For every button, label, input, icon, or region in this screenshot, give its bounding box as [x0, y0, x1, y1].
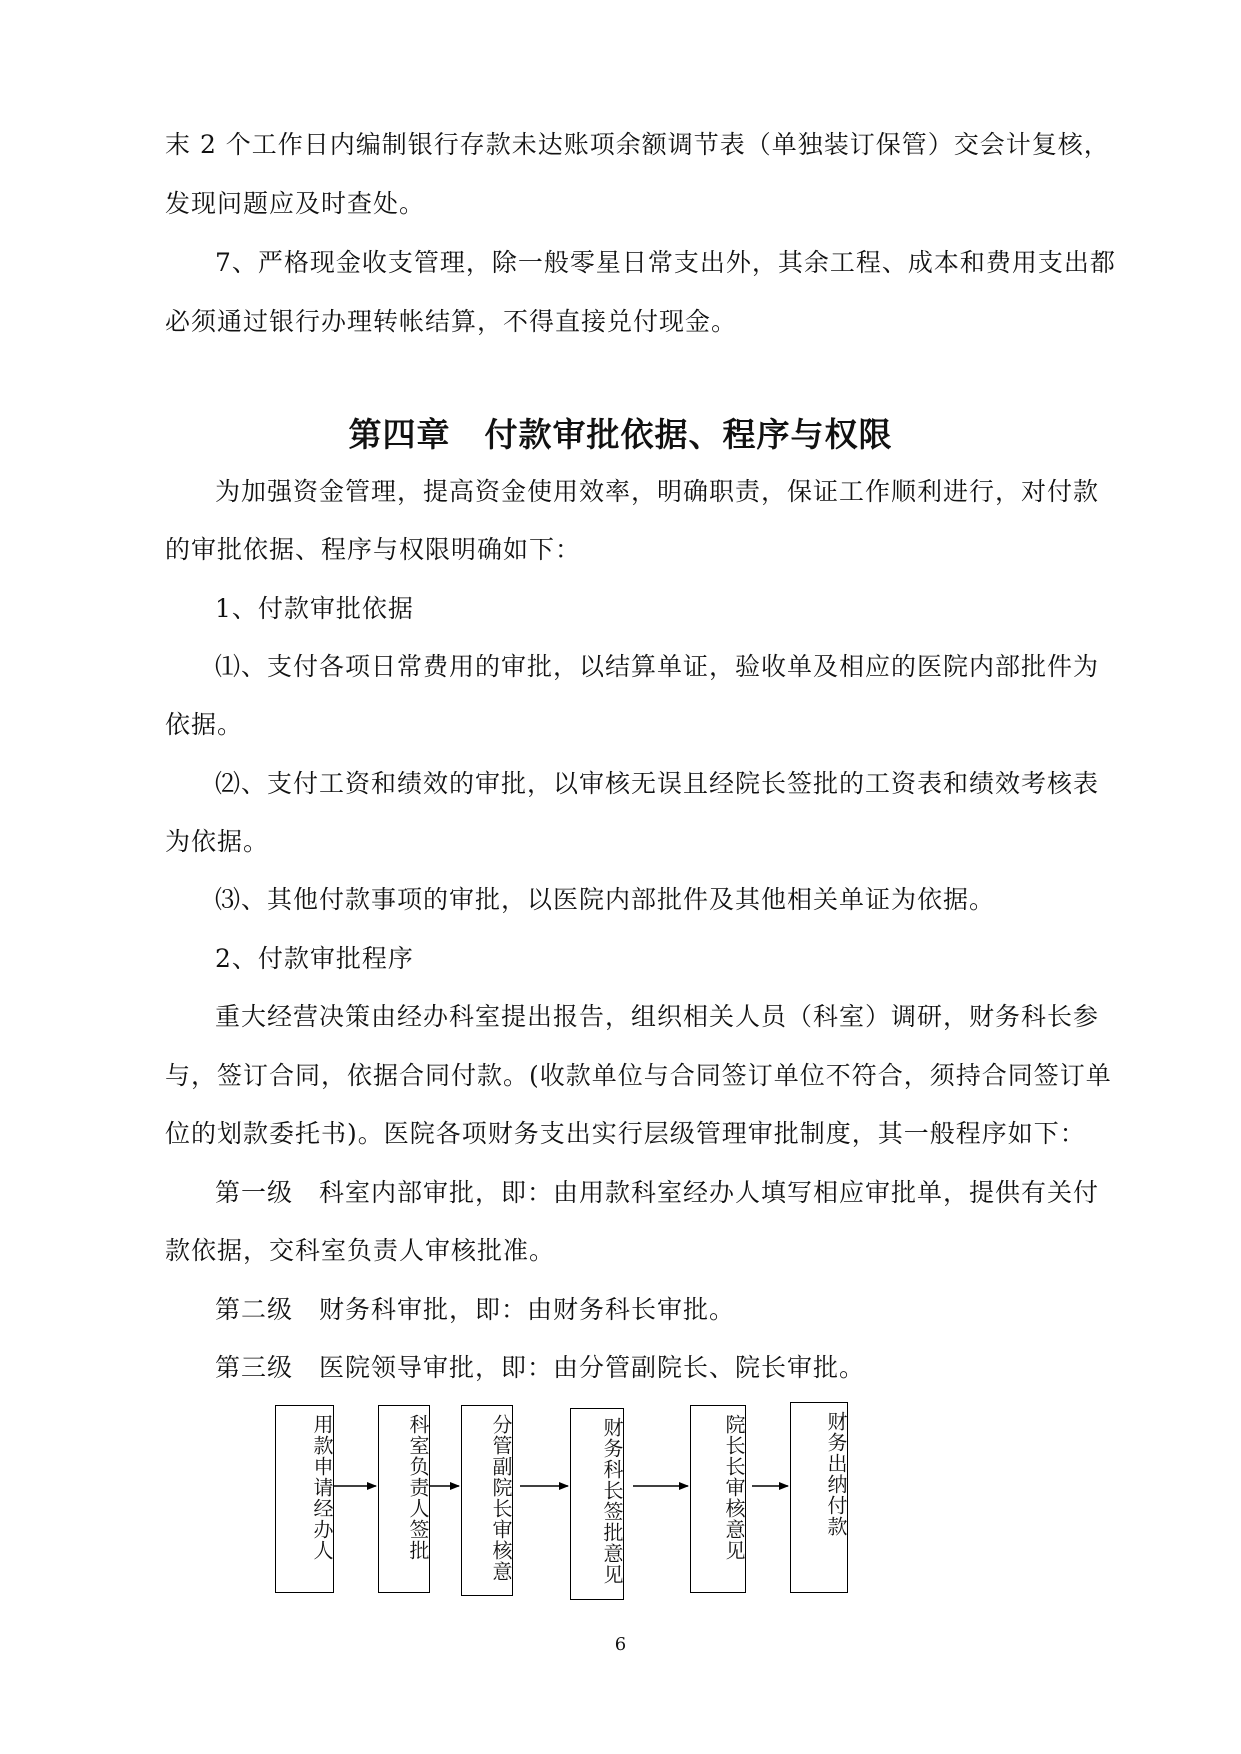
- paragraph-line: 必须通过银行办理转帐结算，不得直接兑付现金。: [165, 307, 738, 336]
- body-line: 第一级 科室内部审批，即：由用款科室经办人填写相应审批单，提供有关付: [215, 1178, 1100, 1207]
- body-line: ⑴、支付各项日常费用的审批，以结算单证，验收单及相应的医院内部批件为: [215, 652, 1100, 681]
- page-number: 6: [614, 1634, 627, 1655]
- flow-step-label: 财务出纳付款: [824, 1411, 848, 1537]
- body-line: 第三级 医院领导审批，即：由分管副院长、院长审批。: [215, 1353, 866, 1382]
- flow-step-label: 财务科长签批意见: [600, 1417, 624, 1585]
- body-line: 第二级 财务科审批，即：由财务科长审批。: [215, 1295, 736, 1324]
- flow-step-label: 用款申请经办人: [310, 1414, 334, 1561]
- flow-step-label: 院长长审核意见: [722, 1414, 746, 1561]
- body-line: 为依据。: [165, 827, 270, 856]
- paragraph-line: 7、严格现金收支管理，除一般零星日常支出外，其余工程、成本和费用支出都: [215, 248, 1116, 277]
- body-line: 为加强资金管理，提高资金使用效率，明确职责，保证工作顺利进行，对付款: [215, 477, 1100, 506]
- body-line: 的审批依据、程序与权限明确如下：: [165, 535, 582, 564]
- section-heading: 2、付款审批程序: [215, 944, 414, 973]
- paragraph-line: 发现问题应及时查处。: [165, 189, 426, 218]
- flow-step-label: 分管副院长审核意: [489, 1414, 513, 1582]
- body-line: ⑵、支付工资和绩效的审批，以审核无误且经院长签批的工资表和绩效考核表: [215, 769, 1100, 798]
- body-line: 重大经营决策由经办科室提出报告，组织相关人员（科室）调研，财务科长参: [215, 1002, 1100, 1031]
- body-line: 依据。: [165, 710, 244, 739]
- body-line: 与，签订合同，依据合同付款。(收款单位与合同签订单位不符合，须持合同签订单: [165, 1061, 1112, 1090]
- section-heading: 1、付款审批依据: [215, 594, 414, 623]
- body-line: ⑶、其他付款事项的审批，以医院内部批件及其他相关单证为依据。: [215, 885, 996, 914]
- flow-step-label: 科室负责人签批: [406, 1414, 430, 1561]
- body-line: 款依据，交科室负责人审核批准。: [165, 1236, 556, 1265]
- chapter-title: 第四章 付款审批依据、程序与权限: [348, 415, 893, 454]
- body-line: 位的划款委托书)。医院各项财务支出实行层级管理审批制度，其一般程序如下：: [165, 1119, 1086, 1148]
- paragraph-line: 末 2 个工作日内编制银行存款未达账项余额调节表（单独装订保管）交会计复核，: [165, 130, 1110, 159]
